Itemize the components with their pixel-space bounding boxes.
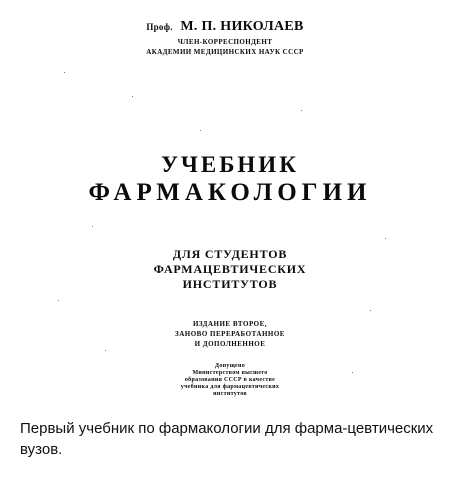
approval-line: учебника для фармацевтических bbox=[180, 384, 280, 390]
edition-line: И ДОПОЛНЕННОЕ bbox=[194, 340, 266, 348]
subtitle-line: ДЛЯ СТУДЕНТОВ bbox=[172, 247, 288, 261]
approval-line: Допущено bbox=[214, 363, 246, 369]
author-line bbox=[110, 18, 340, 35]
approval-line: образования СССР в качестве bbox=[184, 377, 276, 383]
author-title-line: АКАДЕМИИ МЕДИЦИНСКИХ НАУК СССР bbox=[146, 48, 304, 56]
author-title-line: ЧЛЕН-КОРРЕСПОНДЕНТ bbox=[177, 38, 273, 46]
edition-line: ИЗДАНИЕ ВТОРОЕ, bbox=[192, 320, 268, 328]
author-prefix: Проф. bbox=[146, 22, 173, 32]
approval-line: институтов bbox=[213, 391, 247, 397]
book-title-line: ФАРМАКОЛОГИИ bbox=[88, 179, 372, 206]
book-title-line: УЧЕБНИК bbox=[161, 152, 299, 177]
subtitle-line: ФАРМАЦЕВТИЧЕСКИХ bbox=[153, 262, 307, 276]
author-name: М. П. НИКОЛАЕВ bbox=[180, 19, 304, 34]
subtitle-line: ИНСТИТУТОВ bbox=[182, 277, 278, 291]
approval-line: Министерством высшего bbox=[192, 370, 268, 376]
figure-caption: Первый учебник по фармакологии для фарма-цевтических вузов. bbox=[20, 420, 434, 458]
edition-line: ЗАНОВО ПЕРЕРАБОТАННОЕ bbox=[175, 330, 285, 338]
